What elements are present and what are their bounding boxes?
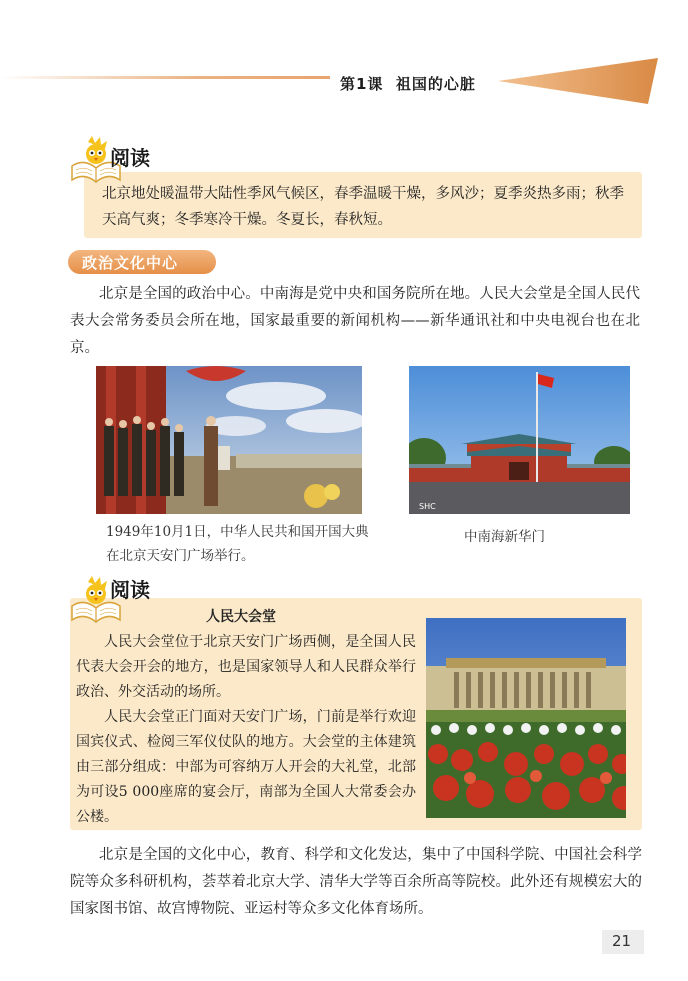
paragraph-cultural-center: 北京是全国的文化中心，教育、科学和文化发达，集中了中国科学院、中国社会科学院等众多科研机构，荟萃着北京大学、清华大学等百余所高等院校。此外还有规模宏大的国家图书馆、故宫博物院、亚运村等众多文化体育场所。 xyxy=(70,847,642,917)
xinhua-gate-photo-image xyxy=(409,366,630,514)
page-number: 21 xyxy=(612,932,632,950)
reading-paragraph: 人民大会堂位于北京天安门广场西侧，是全国人民代表大会开会的地方，也是国家领导人和人民群众举行政治、外交活动的场所。 xyxy=(76,634,416,700)
header-rule xyxy=(0,76,330,79)
section-title: 政治文化中心 xyxy=(82,254,179,272)
lesson-header xyxy=(340,73,476,94)
reading-text-great-hall xyxy=(76,630,416,830)
reading-paragraph: 人民大会堂正门面对天安门广场，门前是举行欢迎国宾仪式、检阅三军仪仗队的地方。大会堂的主体建筑由三部分组成：中部为可容纳万人开会的大礼堂，北部为可设5 000座席的宴会厅，南部为全国人大常委会办公楼。 xyxy=(76,709,416,825)
paragraph-political-center: 北京是全国的政治中心。中南海是党中央和国务院所在地。人民大会堂是全国人民代表大会常务委员会所在地，国家最重要的新闻机构——新华通讯社和中央电视台也在北京。 xyxy=(70,286,640,356)
founding-ceremony-painting-image xyxy=(96,366,362,514)
reading-heading-great-hall: 人民大会堂 xyxy=(206,609,276,625)
lesson-title: 祖国的心脏 xyxy=(395,75,476,93)
reading-label: 阅读 xyxy=(110,578,150,602)
photo-caption-xinhua-gate: 中南海新华门 xyxy=(464,529,545,545)
lesson-number: 第1课 xyxy=(340,75,384,93)
photo-watermark: SHC xyxy=(419,502,436,511)
reading-label: 阅读 xyxy=(110,146,150,170)
header-wedge-decoration xyxy=(498,58,658,104)
great-hall-photo-image xyxy=(426,618,626,818)
photo-caption-founding-ceremony: 1949年10月1日，中华人民共和国开国大典在北京天安门广场举行。 xyxy=(106,524,369,564)
reading-text-climate: 北京地处暖温带大陆性季风气候区，春季温暖干燥，多风沙；夏季炎热多雨；秋季天高气爽；冬季寒冷干燥。冬夏长，春秋短。 xyxy=(102,186,624,228)
